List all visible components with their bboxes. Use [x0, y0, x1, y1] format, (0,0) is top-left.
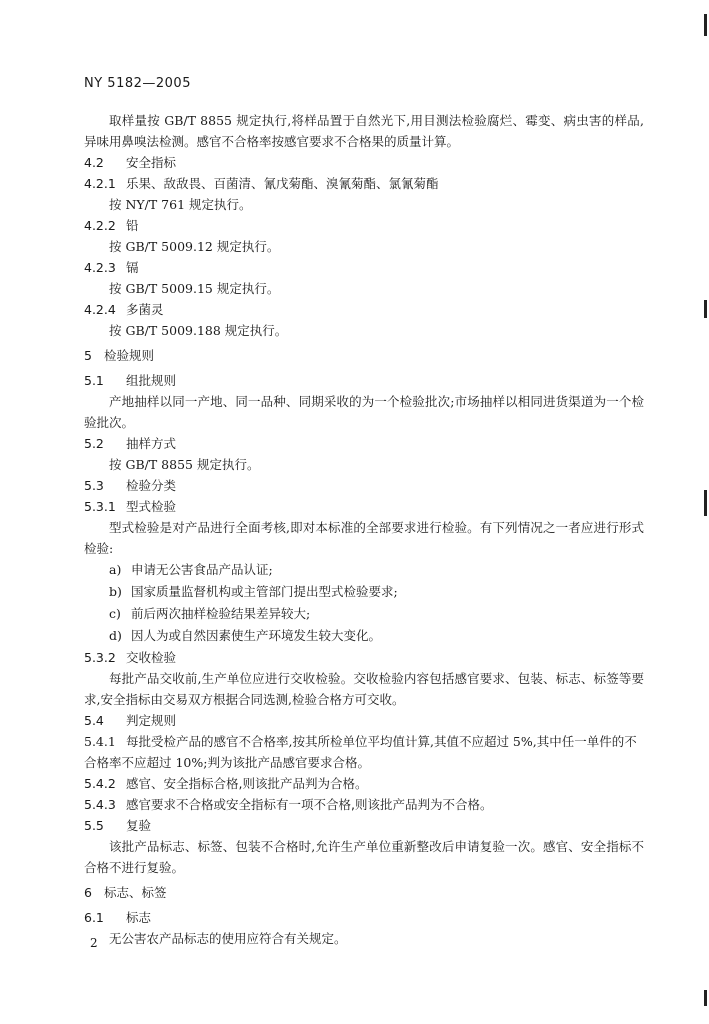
clause-number: 5 — [84, 348, 92, 363]
clause-title: 安全指标 — [126, 155, 177, 170]
indented-line: 无公害农产品标志的使用应符合有关规定。 — [109, 931, 347, 946]
page-number: 2 — [90, 936, 98, 950]
clause-title: 交收检验 — [126, 650, 177, 665]
clause-number: 5.4.2 — [84, 776, 116, 791]
clause-heading — [84, 215, 644, 236]
clause-number: 5.3 — [84, 478, 104, 493]
clause-heading — [84, 173, 644, 194]
clause-title: 复验 — [126, 818, 152, 833]
clause-heading — [84, 496, 644, 517]
clause-heading — [84, 731, 644, 773]
list-item-text: 前后两次抽样检验结果差异较大; — [131, 606, 311, 621]
clause-title: 感官、安全指标合格,则该批产品判为合格。 — [126, 776, 368, 791]
clause-title: 感官要求不合格或安全指标有一项不合格,则该批产品判为不合格。 — [126, 797, 493, 812]
clause-heading — [84, 815, 644, 836]
paragraph: 每批产品交收前,生产单位应进行交收检验。交收检验内容包括感官要求、包装、标志、标签等要求,安全指标由交易双方根据合同选测,检验合格方可交收。 — [84, 671, 644, 707]
clause-heading — [84, 710, 644, 731]
scan-edge-mark — [704, 990, 707, 1006]
clause-heading — [84, 257, 644, 278]
clause-number: 5.4.3 — [84, 797, 116, 812]
clause-title: 多菌灵 — [126, 302, 164, 317]
clause-title: 标志 — [126, 910, 152, 925]
indented-line: 按 NY/T 761 规定执行。 — [109, 197, 252, 212]
indented-line: 按 GB/T 5009.188 规定执行。 — [109, 323, 288, 338]
list-item — [84, 625, 644, 647]
clause-heading — [84, 370, 644, 391]
clause-number: 5.3.1 — [84, 499, 116, 514]
paragraph: 产地抽样以同一产地、同一品种、同期采收的为一个检验批次;市场抽样以相同进货渠道为一个检验批次。 — [84, 394, 644, 430]
clause-number: 4.2.3 — [84, 260, 116, 275]
clause-title: 判定规则 — [126, 713, 177, 728]
paragraph: 该批产品标志、标签、包装不合格时,允许生产单位重新整改后申请复验一次。感官、安全指标不合格不进行复验。 — [84, 839, 644, 875]
paragraph: 型式检验是对产品进行全面考核,即对本标准的全部要求进行检验。有下列情况之一者应进行形式检验: — [84, 520, 644, 556]
clause-heading — [84, 433, 644, 454]
clause-title: 检验规则 — [104, 348, 155, 363]
paragraph: 取样量按 GB/T 8855 规定执行,将样品置于自然光下,用目测法检验腐烂、霉变、病虫害的样品,异味用鼻嗅法检测。感官不合格率按感官要求不合格果的质量计算。 — [84, 113, 644, 149]
clause-title: 每批受检产品的感官不合格率,按其所检单位平均值计算,其值不应超过 5%,其中任一单件的不合格率不应超过 10%;判为该批产品感官要求合格。 — [84, 734, 637, 770]
list-item-text: 国家质量监督机构或主管部门提出型式检验要求; — [131, 584, 398, 599]
list-item-key: b) — [109, 584, 122, 599]
clause-number: 4.2.2 — [84, 218, 116, 233]
document-body — [84, 110, 644, 949]
clause-number: 5.3.2 — [84, 650, 116, 665]
scan-edge-mark — [704, 300, 707, 318]
clause-number: 6 — [84, 885, 92, 900]
clause-number: 4.2.4 — [84, 302, 116, 317]
clause-title: 组批规则 — [126, 373, 177, 388]
list-item — [84, 603, 644, 625]
indented-line: 按 GB/T 5009.15 规定执行。 — [109, 281, 280, 296]
clause-title: 抽样方式 — [126, 436, 177, 451]
clause-heading — [84, 647, 644, 668]
scan-edge-mark — [704, 14, 707, 36]
clause-title: 铅 — [126, 218, 139, 233]
list-item-key: c) — [109, 606, 121, 621]
section-heading — [84, 345, 644, 366]
indented-line: 按 GB/T 5009.12 规定执行。 — [109, 239, 280, 254]
clause-title: 乐果、敌敌畏、百菌清、氰戊菊酯、溴氰菊酯、氯氰菊酯 — [126, 176, 439, 191]
list-item-key: d) — [109, 628, 122, 643]
clause-number: 5.4 — [84, 713, 104, 728]
clause-title: 检验分类 — [126, 478, 177, 493]
clause-title: 型式检验 — [126, 499, 177, 514]
section-heading — [84, 882, 644, 903]
clause-heading — [84, 152, 644, 173]
clause-number: 4.2 — [84, 155, 104, 170]
clause-heading — [84, 794, 644, 815]
list-item — [84, 559, 644, 581]
clause-number: 5.5 — [84, 818, 104, 833]
list-item-key: a) — [109, 562, 122, 577]
scan-edge-mark — [704, 490, 707, 516]
clause-number: 5.4.1 — [84, 734, 116, 749]
clause-heading — [84, 773, 644, 794]
list-item-text: 申请无公害食品产品认证; — [131, 562, 273, 577]
clause-number: 6.1 — [84, 910, 104, 925]
clause-heading — [84, 907, 644, 928]
clause-heading — [84, 475, 644, 496]
clause-number: 4.2.1 — [84, 176, 116, 191]
list-item — [84, 581, 644, 603]
standard-code: NY 5182—2005 — [84, 76, 191, 91]
clause-title: 镉 — [126, 260, 139, 275]
list-item-text: 因人为或自然因素使生产环境发生较大变化。 — [131, 628, 382, 643]
clause-number: 5.2 — [84, 436, 104, 451]
indented-line: 按 GB/T 8855 规定执行。 — [109, 457, 260, 472]
clause-number: 5.1 — [84, 373, 104, 388]
clause-heading — [84, 299, 644, 320]
clause-title: 标志、标签 — [104, 885, 167, 900]
